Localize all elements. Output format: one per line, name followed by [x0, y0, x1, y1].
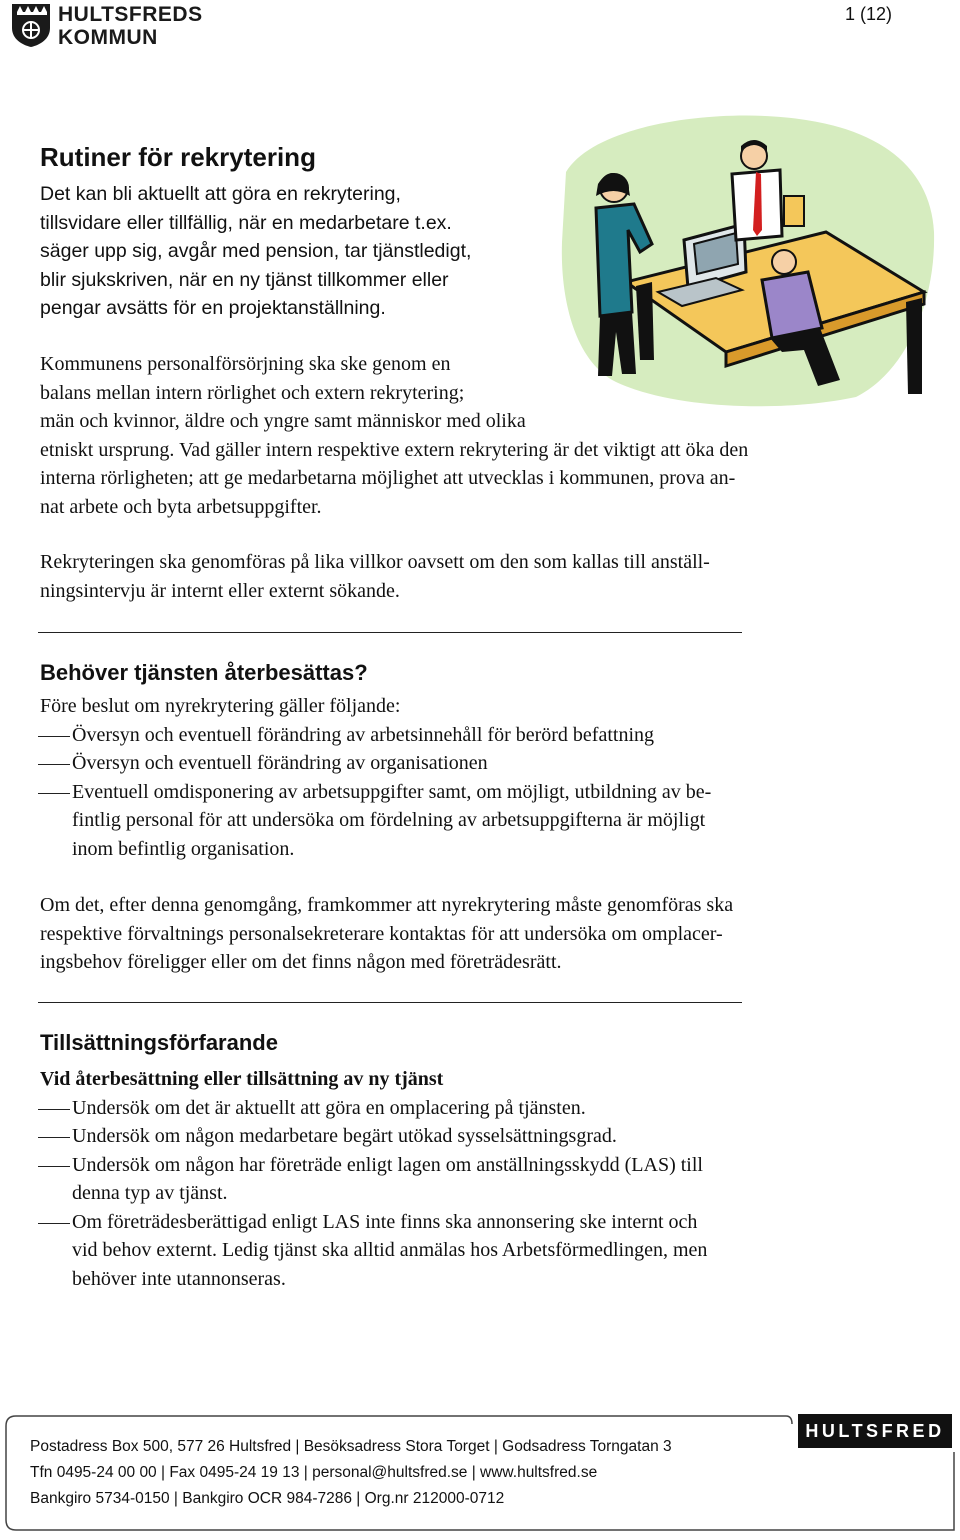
dash-bullet-icon: [38, 736, 70, 737]
page-title: Rutiner för rekrytering: [40, 142, 316, 172]
intro-line: Det kan bli aktuellt att göra en rekrytering,: [40, 183, 401, 205]
list-item: Eventuell omdisponering av arbetsuppgifter samt, om möjligt, utbildning av be- fintlig personal för att undersöka om fördelning av arbetsuppgifterna är möjligt inom befintlig organisation.: [0, 778, 920, 864]
intro-line: tillsvidare eller tillfällig, när en medarbetare t.ex.: [40, 211, 452, 234]
footer-address-line: Postadress Box 500, 577 26 Hultsfred | Besöksadress Stora Torget | Godsadress Torngatan 3: [30, 1438, 672, 1455]
section-divider: [38, 632, 742, 633]
equal-terms-line: Rekryteringen ska genomföras på lika villkor oavsett om den som kallas till anställ-: [40, 551, 710, 573]
replace-section: [40, 692, 920, 863]
policy-line: män och kvinnor, äldre och yngre samt människor med olika: [40, 410, 526, 432]
followup-line: respektive förvaltnings personalsekreterare kontaktas för att undersöka om omplacer-: [40, 922, 723, 945]
intro-line: pengar avsätts för en projektanställning.: [40, 297, 386, 319]
list-item: Undersök om någon har företräde enligt lagen om anställningsskydd (LAS) till denna typ av tjänst.: [0, 1151, 920, 1208]
appointment-list: [0, 1094, 920, 1294]
dash-bullet-icon: [38, 1166, 70, 1167]
list-item: Om företrädesberättigad enligt LAS inte finns ska annonsering ske internt och vid behov externt. Ledig tjänst ska alltid anmälas hos Arbetsförmedlingen, men behöver inte utannonseras.: [0, 1208, 920, 1294]
list-item: Undersök om det är aktuellt att göra en omplacering på tjänsten.: [0, 1094, 920, 1123]
logo-text-line1: HULTSFREDS: [58, 3, 203, 26]
policy-line: nat arbete och byta arbetsuppgifter.: [40, 495, 322, 518]
followup-line: Om det, efter denna genomgång, framkommer att nyrekrytering måste genomföras ska: [40, 894, 734, 916]
equal-terms-line: ningsintervju är internt eller externt sökande.: [40, 579, 400, 602]
policy-line: interna rörligheten; att ge medarbetarna möjlighet att utvecklas i kommunen, prova an-: [40, 467, 736, 489]
intro-line: säger upp sig, avgår med pension, tar tjänstledigt,: [40, 240, 472, 262]
list-item: Översyn och eventuell förändring av arbetsinnehåll för berörd befattning: [0, 721, 920, 750]
page-number: 1 (12): [844, 4, 892, 24]
coat-of-arms-icon: [10, 2, 52, 48]
municipality-logo: [10, 2, 210, 50]
dash-bullet-icon: [38, 793, 70, 794]
dash-bullet-icon: [38, 1109, 70, 1110]
dash-bullet-icon: [38, 1223, 70, 1224]
replace-followup-paragraph: [40, 891, 920, 977]
list-item: Undersök om någon medarbetare begärt utökad sysselsättningsgrad.: [0, 1122, 920, 1151]
footer-contact-line: Tfn 0495-24 00 00 | Fax 0495-24 19 13 | personal@hultsfred.se | www.hultsfred.se: [30, 1464, 598, 1481]
policy-line: etniskt ursprung. Vad gäller intern respektive extern rekrytering är det viktigt att öka den: [40, 438, 749, 461]
section-heading-appointment: Tillsättningsförfarande: [40, 1030, 278, 1055]
footer-bank-line: Bankgiro 5734-0150 | Bankgiro OCR 984-7286 | Org.nr 212000-0712: [30, 1490, 505, 1507]
policy-line: Kommunens personalförsörjning ska ske genom en: [40, 353, 451, 375]
replace-lead: Före beslut om nyrekrytering gäller följande:: [40, 695, 401, 717]
logo-text-line2: KOMMUN: [58, 26, 158, 49]
appointment-subheading: Vid återbesättning eller tillsättning av ny tjänst: [40, 1068, 444, 1090]
section-divider: [38, 1002, 742, 1003]
equal-terms-paragraph: [40, 548, 920, 605]
appointment-section: [40, 1065, 920, 1293]
dash-bullet-icon: [38, 1137, 70, 1138]
footer-brand-logo: HULTSFRED: [798, 1414, 952, 1448]
intro-paragraph: [40, 180, 471, 323]
list-item: Översyn och eventuell förändring av organisationen: [0, 749, 920, 778]
dash-bullet-icon: [38, 764, 70, 765]
followup-line: ingsbehov föreligger eller om det finns någon med företrädesrätt.: [40, 951, 562, 973]
section-heading-replace: Behöver tjänsten återbesättas?: [40, 660, 368, 685]
replace-list: [0, 721, 920, 864]
policy-paragraph: [40, 350, 920, 521]
intro-line: blir sjukskriven, när en ny tjänst tillkommer eller: [40, 268, 449, 291]
policy-line: balans mellan intern rörlighet och extern rekrytering;: [40, 381, 465, 404]
